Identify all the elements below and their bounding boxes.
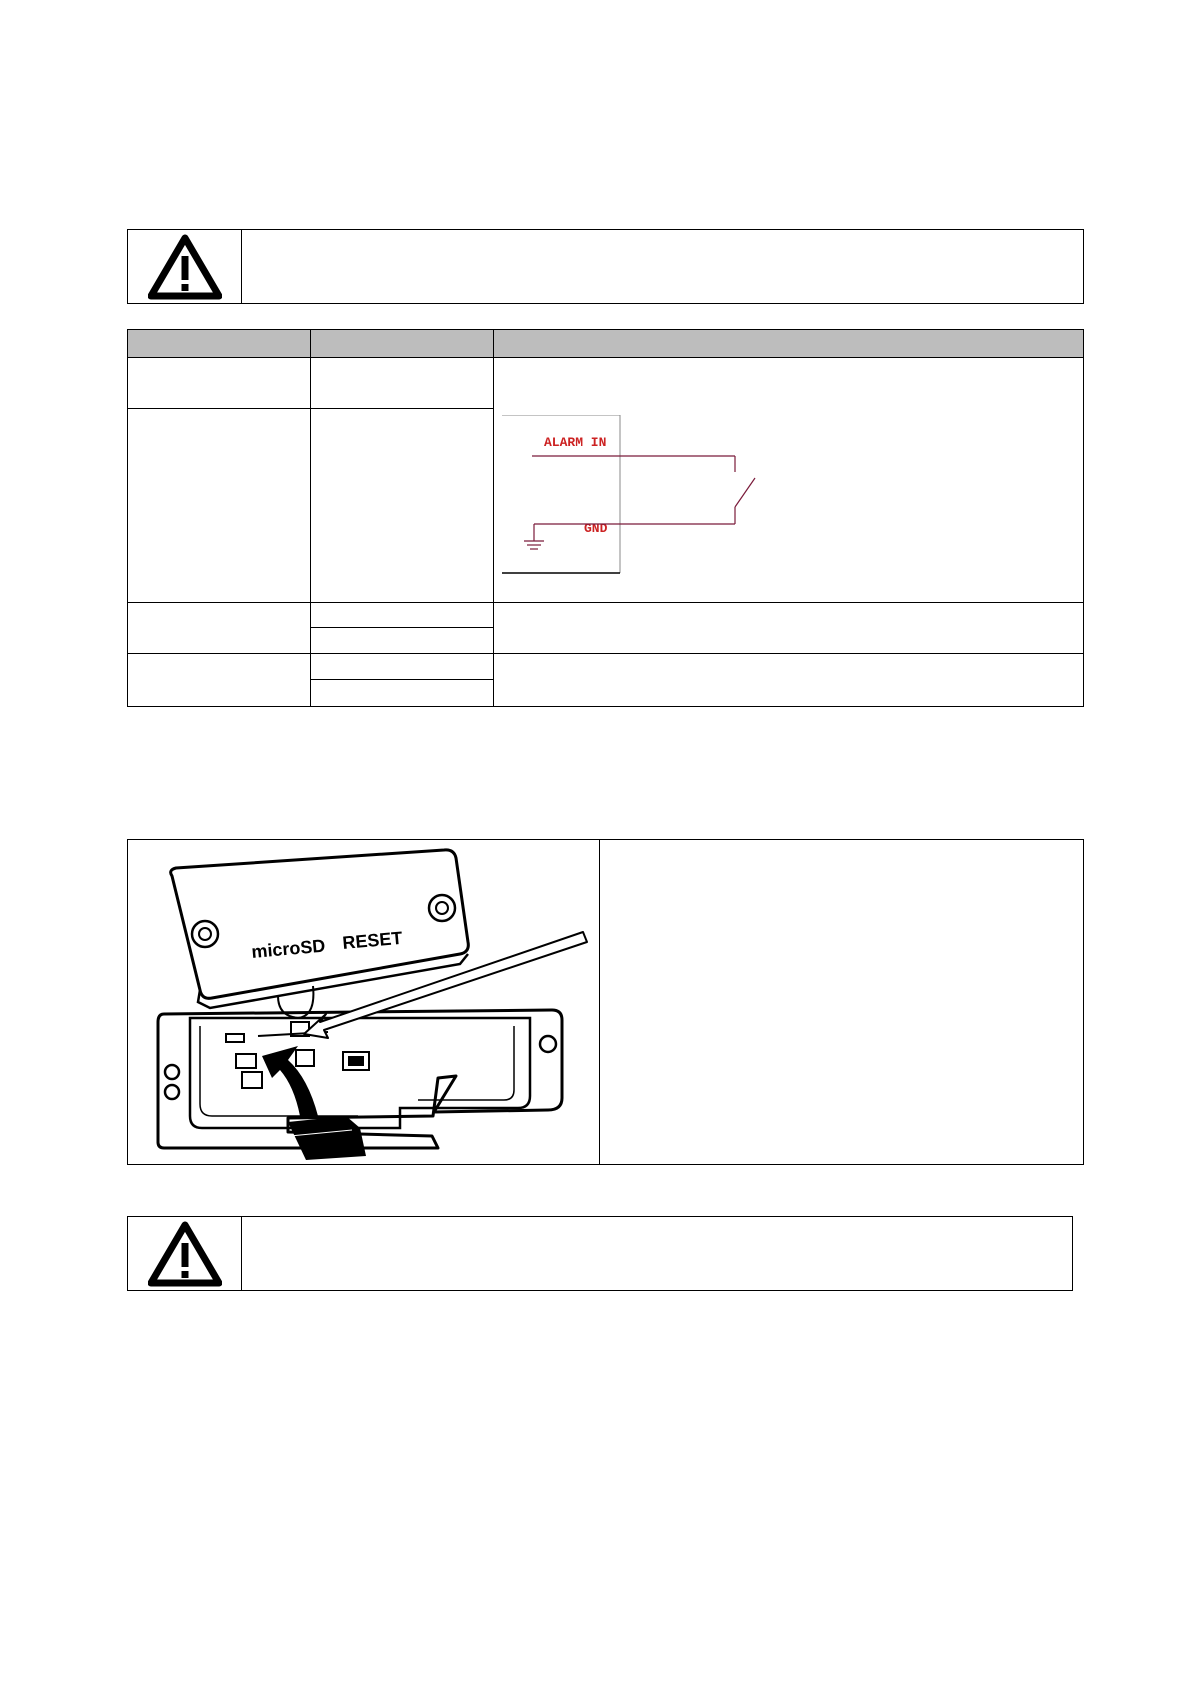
row-divider-3b [310, 679, 493, 680]
row-divider-1 [128, 408, 493, 409]
switch-contact [735, 478, 755, 507]
col-divider-2 [493, 330, 494, 706]
ground-symbol-icon [524, 541, 544, 549]
microsd-panel [127, 839, 1084, 1165]
microsd-card [288, 1116, 366, 1160]
warning-text-bottom [242, 1217, 1072, 1290]
cover-label-microsd: microSD [250, 935, 327, 962]
terminal-table [127, 329, 1084, 707]
panel-divider [599, 840, 600, 1164]
row-divider-2b [310, 627, 493, 628]
alarm-in-label: ALARM IN [544, 435, 607, 450]
row-divider-3 [128, 653, 1083, 654]
microsd-slot-illustration [138, 846, 593, 1160]
warning-text-top [242, 230, 1083, 303]
alarm-wiring-diagram [502, 415, 782, 580]
warning-triangle-icon [148, 1221, 222, 1287]
microsd-instructions [613, 850, 1073, 1150]
cover-label-reset: RESET [341, 927, 404, 953]
row-divider-2 [128, 602, 1083, 603]
warning-box-bottom [127, 1216, 1073, 1291]
table-header-row [128, 330, 1083, 358]
gnd-label: GND [584, 521, 608, 536]
warning-triangle-icon [148, 234, 222, 300]
warning-box-top [127, 229, 1084, 304]
col-divider-1 [310, 330, 311, 706]
warning-icon-cell [128, 230, 242, 303]
warning-icon-cell-bottom [128, 1217, 242, 1290]
